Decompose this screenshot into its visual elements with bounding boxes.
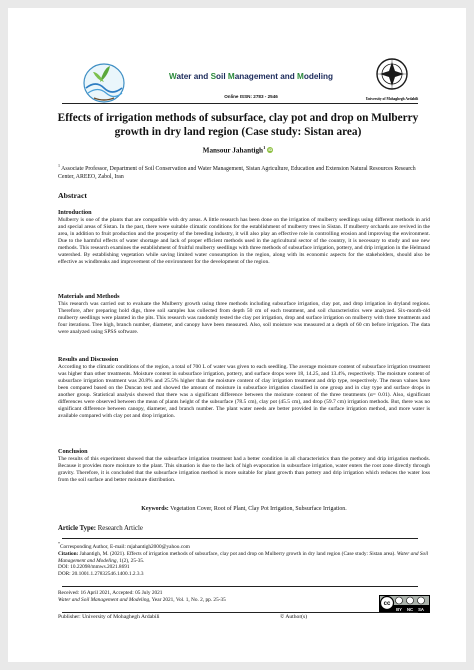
header-rule bbox=[62, 103, 418, 104]
dates: Received: 16 April 2021, Accepted: 05 July 2021 bbox=[58, 590, 163, 596]
journal-title-part: S bbox=[210, 72, 217, 81]
publisher-line bbox=[58, 614, 430, 620]
dor: DOR: 20.1001.1.27832546.1400.1.2.3.3 bbox=[58, 571, 144, 578]
conclusion-heading: Conclusion bbox=[58, 448, 88, 455]
corresponding-text[interactable]: Corresponding Author, E-mail: mjahantigh2000@yahoo.com bbox=[60, 543, 190, 550]
article-title bbox=[38, 112, 438, 139]
keywords-text: Vegetation Cover, Root of Plant, Clay Pot Irrigation, Subsurface Irrigation. bbox=[168, 506, 347, 512]
university-logo-icon bbox=[362, 54, 422, 106]
orcid-icon[interactable]: iD bbox=[268, 147, 273, 153]
citation bbox=[58, 551, 430, 565]
journal-title-part: anagement and bbox=[234, 72, 298, 81]
intro-text: Mulberry is one of the plants that are compatible with dry areas. A little research has been done on the irrigation of mulberry seedlings using different methods in arid and special areas of Sistan. In the past, there were suitable climatic conditions for the establishment of mulberry trees in Sistan. If mulberry orchards are revived in the area, in addition to fruit production and the prosperity of the breeding industry, it will also play an effective role in controlling erosion and improving the environment. Due to the harmful effects of water shortage and lack of proper efficient methods used in the agricultural sector of the country, it is necessary to study and use new methods. This research examines the establishment of fruitful mulberry seedlings with three methods of subsurface irrigation, pottery, and drip irrigation in the Helmand watershed. By establishing vegetation while saving limited water consumption in the region, along with its economic aspects for the stakeholders, should also be effective as windbreaks and improvement of the environment for the development of the region. bbox=[58, 217, 430, 266]
journal-title-part: oil bbox=[216, 72, 228, 81]
citation-text: Jahantigh, M. (2021). Effects of irrigation methods of subsurface, clay pot and drop on Mulberry growth in dry land region (Case study: Sistan area). bbox=[78, 550, 397, 557]
info-rule-mid bbox=[62, 586, 418, 587]
nc-label: NC bbox=[406, 607, 414, 612]
sa-label: SA bbox=[418, 607, 424, 612]
citation-journal: Water and Soil Management and Modeling bbox=[58, 550, 429, 564]
issn: Online ISSN: 2783 - 2546 bbox=[224, 94, 278, 99]
methods-heading: Materials and Methods bbox=[58, 293, 120, 300]
cc-license-icon[interactable] bbox=[379, 595, 430, 613]
cc-label: cc bbox=[383, 601, 391, 608]
journal-title bbox=[136, 72, 366, 81]
article-type-value: Research Article bbox=[96, 525, 143, 532]
journal-title-part: ater and bbox=[176, 72, 211, 81]
results-heading: Results and Discussion bbox=[58, 356, 119, 363]
copyright: © Author(s) bbox=[280, 614, 308, 620]
publisher: Publisher: University of Mohaghegh Ardabili bbox=[58, 614, 160, 620]
university-logo-caption: University of Mohaghegh Ardabili bbox=[365, 97, 419, 101]
journal-title-part: W bbox=[169, 72, 177, 81]
doi[interactable]: DOI: 10.22098/mmws.2021.8691 bbox=[58, 564, 130, 571]
affiliation bbox=[58, 162, 430, 181]
journal-title-part: M bbox=[297, 72, 304, 81]
info-rule-top bbox=[62, 538, 418, 539]
article-info bbox=[58, 541, 430, 578]
source bbox=[58, 597, 368, 604]
paper-page bbox=[8, 8, 466, 662]
info-rule-bottom bbox=[62, 612, 418, 613]
citation-volume: , 1(2), 25-35. bbox=[116, 557, 145, 564]
author-sup: 1 bbox=[263, 145, 266, 150]
affiliation-text: Associate Professor, Department of Soil Conservation and Water Management, Sistan Agriculture, Education and Extension Natural Resources Research Center, AREEO, Zabol, Iran bbox=[58, 165, 416, 180]
journal-title-part: M bbox=[227, 72, 235, 81]
author-name: Mansour Jahantigh bbox=[202, 146, 264, 155]
source-journal: Water and Soil Management and Modeling bbox=[58, 596, 150, 603]
keywords bbox=[58, 506, 430, 512]
journal-title-part: odeling bbox=[303, 72, 333, 81]
intro-heading: Introduction bbox=[58, 209, 92, 216]
source-rest: , Year 2021, Vol. 1, No. 2, pp. 25-35 bbox=[149, 596, 226, 603]
citation-label: Citation: bbox=[58, 550, 79, 557]
article-title-line: Effects of irrigation methods of subsurface, clay pot and drop on Mulberry bbox=[57, 112, 419, 124]
journal-logo-icon bbox=[76, 58, 132, 106]
author-line bbox=[38, 145, 438, 154]
by-label: BY bbox=[396, 607, 402, 612]
article-title-line: growth in dry land region (Case study: Sistan area) bbox=[114, 125, 362, 138]
conclusion-text: The results of this experiment showed that the subsurface irrigation treatment had a better condition in all characteristics than the pottery and drip irrigation methods. Because it provides more moisture to the plant. This situation is due to the lack of high evaporation in subsurface irrigation, water enters the root zone directly through gravity. Therefore, it is concluded that the subsurface irrigation method is more suitable for plant growth than pottery and drip irrigation which reduces the water loss from the soil surface and better moisture distribution. bbox=[58, 456, 430, 484]
dates-block bbox=[58, 590, 368, 604]
corresponding-author bbox=[58, 541, 430, 551]
article-type bbox=[58, 525, 143, 532]
affiliation-sup: 1 bbox=[58, 163, 60, 168]
article-type-label: Article Type: bbox=[58, 525, 97, 532]
methods-text: This research was carried out to evaluate the Mulberry growth using three methods including subsurface irrigation, clay pot, and drop irrigation in dryland regions. Therefore, after preparing hold digs, three soil samples has collected from depth 50 cm of each treatment, and soil characteristics were analyzed. Six-month-old mulberry seedlings were planted in the pits. This research was randomly tested the clay pot irrigation, drop and surface irrigation on mulberry with three treatments and four iterations. Tree high, branch number, diameter, and canopy have been measured. Also, soil moisture was measured at a depth of 60 cm before irrigation. The data were analyzed using SPSS software. bbox=[58, 301, 430, 336]
corresponding-sup: * bbox=[58, 541, 60, 546]
abstract-heading: Abstract bbox=[58, 191, 88, 200]
results-text: According to the climatic conditions of the region, a total of 700 L of water was given to each seedling. The average moisture content of subsurface irrigation treatment was higher than other treatments. Moisture content in subsurface irrigation, pottery, and surface drops were 18, 14.25, and 13.4%, respectively. The moisture content of subsurface irrigation treatment was 20.8% and 25.5% higher than the moisture content of clay irrigation treatment and drip type, respectively. The mean values have been compared based on the Duncan test and showed the amount of moisture in subsurface irrigation classified in one group and in clay type and surface drops in another group. Statistical analysis showed that there was a significant difference between the moisture content of the three treatments (α= 0.01). Also, significant differences were observed between the mean of plants height of the subsurface (78.5 cm), clay pot (45.5 cm), and drop (59.7 cm) irrigation methods. But, there was no significant difference between canopy, diameter, and branch number. The plant water needs are better provided in the surface irrigation method, and more water is available compared with clay pot and drop irrigation. bbox=[58, 364, 430, 420]
keywords-label: Keywords: bbox=[141, 506, 169, 512]
